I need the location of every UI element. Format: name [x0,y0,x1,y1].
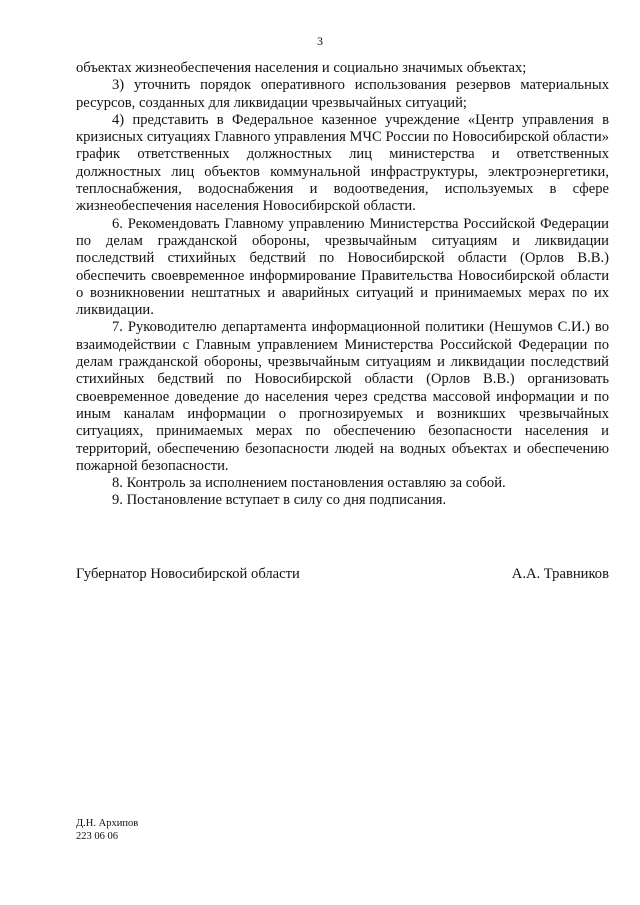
paragraph: 4) представить в Федеральное казенное учреждение «Центр управления в кризисных ситуациях Главного управления МЧС России по Новосибирской области» график ответственных должностных лиц министерства и ответственных должностных лиц объектов коммунальной инфраструктуры, электроэнергетики, теплоснабжения, водоснабжения и водоотведения, используемых в сфере жизнеобеспечения населения Новосибирской области. [76,111,609,215]
paragraph: 3) уточнить порядок оперативного использования резервов материальных ресурсов, созданных для ликвидации чрезвычайных ситуаций; [76,77,609,111]
executor-name: Д.Н. Архипов [76,818,139,829]
signer-position: Губернатор Новосибирской области [76,566,300,582]
signature-block [76,566,609,583]
paragraph: 8. Контроль за исполнением постановления оставляю за собой. [112,475,506,492]
paragraph: 7. Руководителю департамента информационной политики (Нешумов С.И.) во взаимодействии с Главным управлением Министерства Российской Федерации по делам гражданской обороны, чрезвычайным ситуациям и ликвидации последствий стихийных бедствий по Новосибирской области (Орлов В.В.) организовать своевременное доведение до населения через средства массовой информации и по иным каналам информации о прогнозируемых и возникших чрезвычайных ситуациях, принимаемых мерах по обеспечению безопасности населения и территорий, обеспечению безопасности людей на водных объектах и обеспечению пожарной безопасности. [76,319,609,474]
page-number: 3 [317,34,323,48]
paragraph: 9. Постановление вступает в силу со дня подписания. [112,492,447,509]
paragraph: 6. Рекомендовать Главному управлению Министерства Российской Федерации по делам гражданской обороны, чрезвычайным ситуациям и ликвидации последствий стихийных бедствий по Новосибирской области (Орлов В.В.) обеспечить своевременное информирование Правительства Новосибирской области о возникновении нештатных и аварийных ситуаций и принимаемых мерах по их ликвидации. [76,215,609,319]
executor-block [76,817,138,843]
paragraph: объектах жизнеобеспечения населения и социально значимых объектах; [76,60,527,76]
executor-phone: 223 06 06 [76,831,118,842]
document-body [76,60,609,510]
signer-name: А.А. Травников [511,566,609,582]
